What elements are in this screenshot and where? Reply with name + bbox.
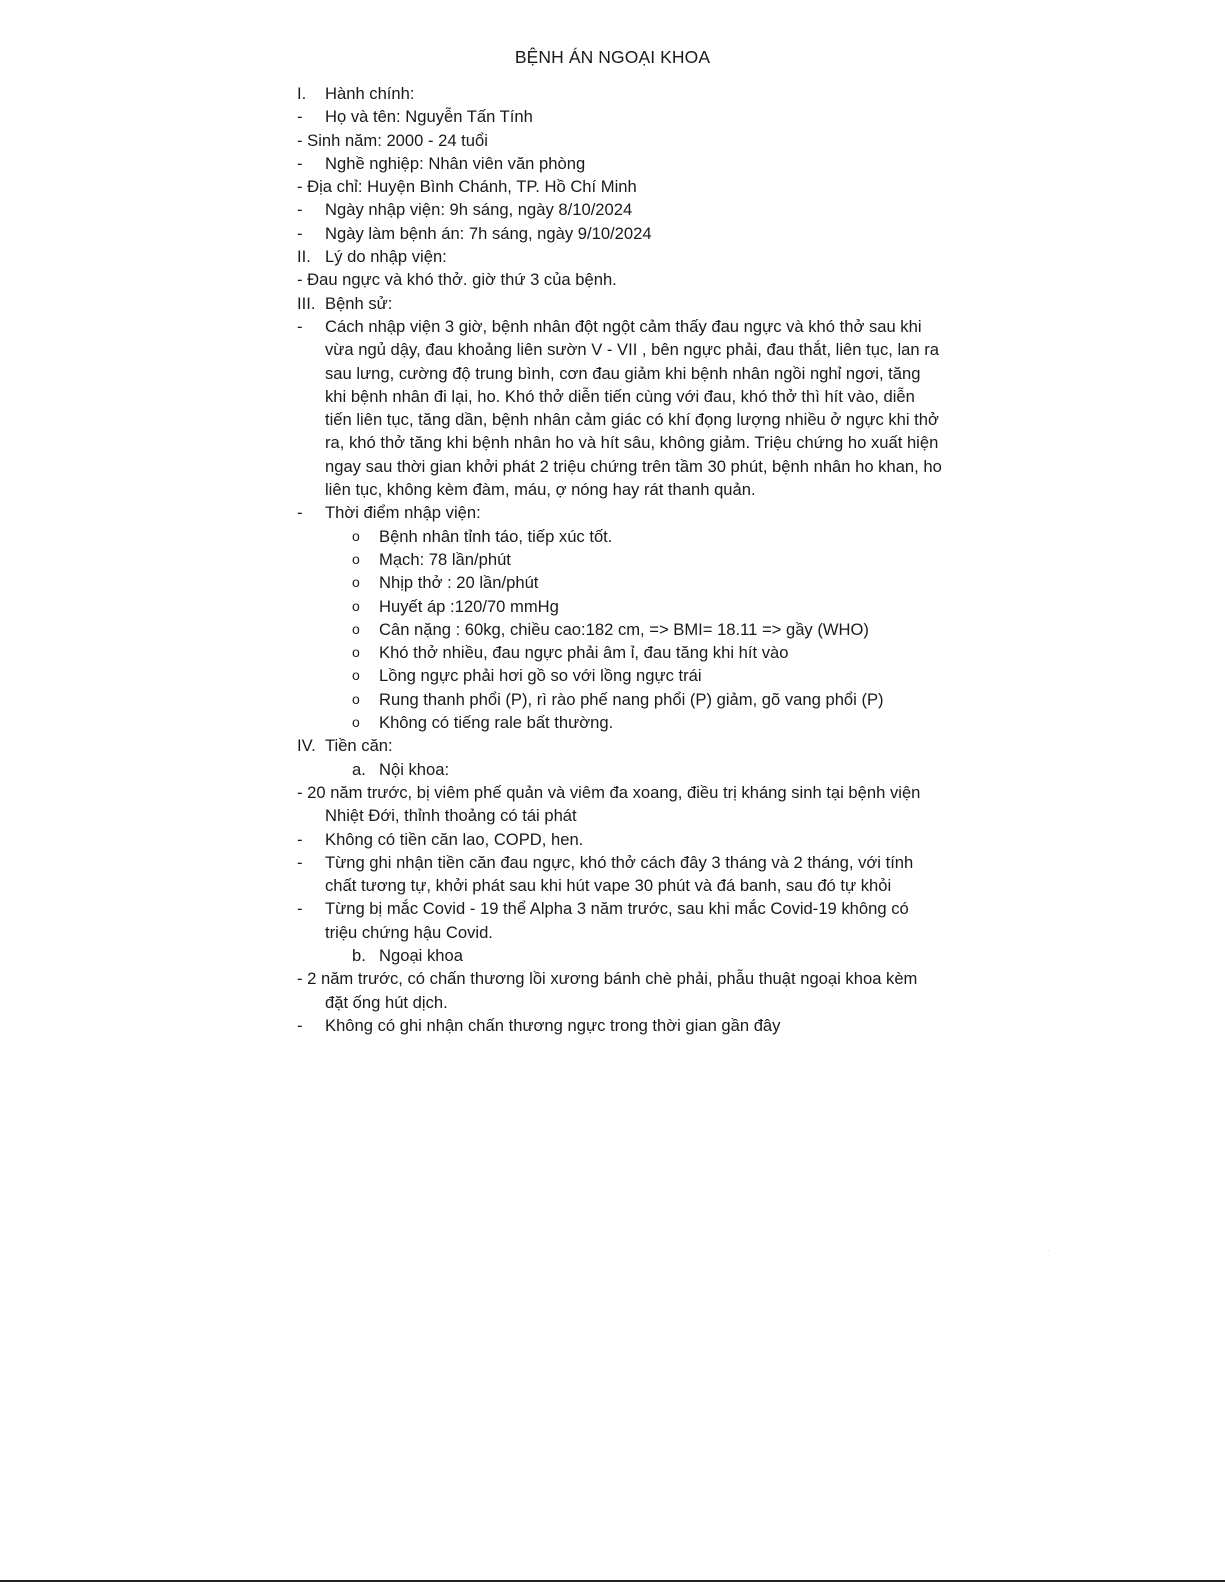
document-title: BỆNH ÁN NGOẠI KHOA [514, 47, 711, 67]
list-item: o Bệnh nhân tỉnh táo, tiếp xúc tốt. [352, 526, 613, 546]
list-item: o Mạch: 78 lần/phút [352, 549, 511, 569]
scan-speck [1048, 1250, 1049, 1251]
patient-birth: - Sinh năm: 2000 - 24 tuổi [297, 130, 488, 150]
findings-list [297, 525, 957, 735]
internal-history-3: - Từng ghi nhận tiền căn đau ngực, khó thở cách đây 3 tháng và 2 tháng, với tính chất tương tự, khởi phát sau khi hút vape 30 phút và đá banh, sau đó tự khỏi [297, 852, 914, 896]
section-heading-history: III. Bệnh sử: [297, 293, 393, 313]
history-paragraph: - Cách nhập viện 3 giờ, bệnh nhân đột ngột cảm thấy đau ngực và khó thở sau khi vừa ngủ dậy, đau khoảng liên sườn V - VII , bên ngực phải, đau thắt, liên tục, lan ra sau lưng, cường độ trung bình, cơn đau giảm khi bệnh nhân ngồi nghỉ ngơi, tăng khi bệnh nhân đi lại, ho. Khó thở diễn tiến cùng với đau, khó thở thì hít vào, diễn tiến liên tục, tăng dần, bệnh nhân cảm giác có khí đọng lượng nhiều ở ngực khi thở ra, khó thở tăng khi bệnh nhân ho và hít sâu, không giảm. Triệu chứng ho xuất hiện ngay sau thời gian khởi phát 2 triệu chứng trên tầm 30 phút, bệnh nhân ho khan, ho liên tục, không kèm đàm, máu, ợ nóng hay rát thanh quản. [297, 316, 942, 500]
document-body [297, 82, 957, 1037]
list-item: o Rung thanh phổi (P), rì rào phế nang phổi (P) giảm, gõ vang phổi (P) [352, 689, 884, 709]
page-bottom-border [0, 1580, 1225, 1582]
surgical-history-1: - 2 năm trước, có chấn thương lồi xương bánh chè phải, phẫu thuật ngoại khoa kèm đặt ống hút dịch. [297, 969, 918, 1012]
admission-date: - Ngày nhập viện: 9h sáng, ngày 8/10/2024 [297, 200, 633, 220]
admission-reason: - Đau ngực và khó thở. giờ thứ 3 của bệnh. [297, 270, 617, 290]
section-heading-past-history: IV. Tiền căn: [297, 736, 393, 756]
patient-job: - Nghề nghiệp: Nhân viên văn phòng [297, 153, 586, 173]
list-item: o Cân nặng : 60kg, chiều cao:182 cm, => BMI= 18.11 => gầy (WHO) [352, 619, 869, 639]
list-item: o Khó thở nhiều, đau ngực phải âm ỉ, đau tăng khi hít vào [352, 643, 789, 663]
section-heading-reason: II. Lý do nhập viện: [297, 247, 447, 267]
internal-medicine-heading: a. Nội khoa: [352, 759, 450, 779]
patient-address: - Địa chỉ: Huyện Bình Chánh, TP. Hồ Chí Minh [297, 177, 637, 197]
surgical-heading: b. Ngoại khoa [352, 945, 463, 965]
list-item: o Không có tiếng rale bất thường. [352, 713, 614, 733]
internal-history-4: - Từng bị mắc Covid - 19 thể Alpha 3 năm trước, sau khi mắc Covid-19 không có triệu chứng hậu Covid. [297, 899, 909, 942]
list-item: o Nhịp thở : 20 lần/phút [352, 573, 539, 593]
internal-history-1: - 20 năm trước, bị viêm phế quản và viêm đa xoang, điều trị kháng sinh tại bệnh viện Nhiệt Đới, thỉnh thoảng có tái phát [297, 782, 921, 826]
section-heading-admin: I. Hành chính: [297, 84, 415, 103]
admission-time-heading: - Thời điểm nhập viện: [297, 503, 481, 523]
internal-history-2: - Không có tiền căn lao, COPD, hen. [297, 829, 584, 849]
patient-name: - Họ và tên: Nguyễn Tấn Tính [297, 107, 533, 127]
list-item: o Lồng ngực phải hơi gồ so với lồng ngực trái [352, 666, 702, 686]
surgical-history-2: - Không có ghi nhận chấn thương ngực trong thời gian gần đây [297, 1015, 781, 1035]
list-item: o Huyết áp :120/70 mmHg [352, 596, 559, 616]
record-date: - Ngày làm bệnh án: 7h sáng, ngày 9/10/2024 [297, 223, 652, 243]
